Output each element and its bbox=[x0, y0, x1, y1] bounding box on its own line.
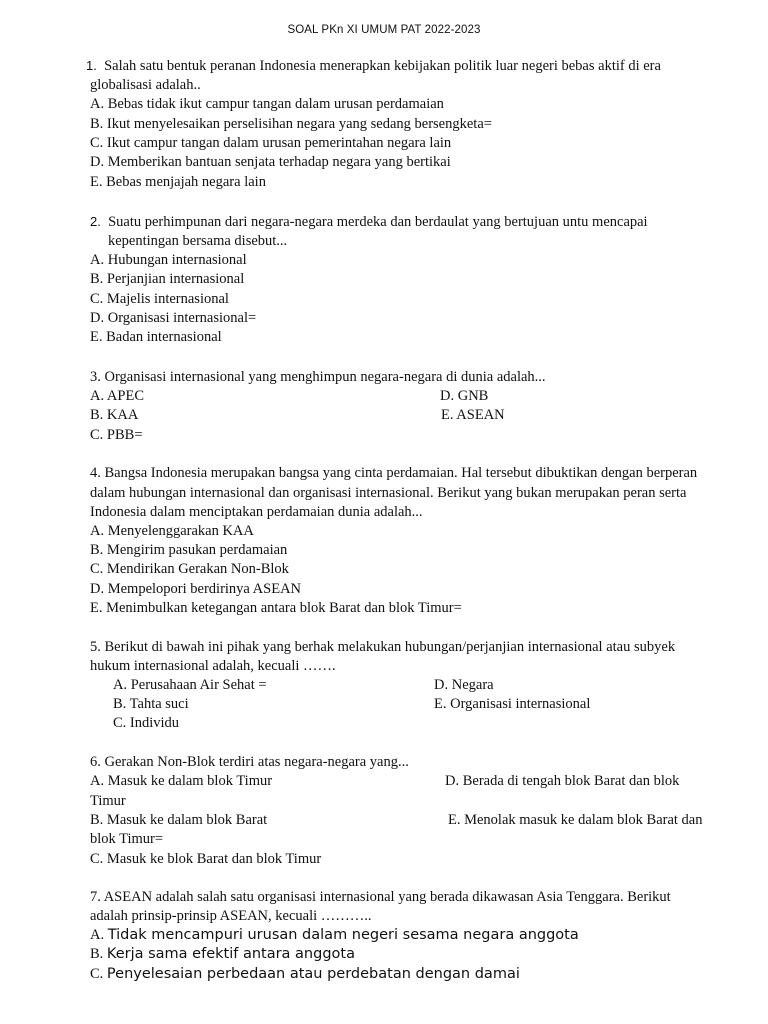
question-4-text-cont-1: dalam hubungan internasional dan organisasi internasional. Berikut yang bukan merupakan peran serta bbox=[90, 485, 687, 501]
question-2-option-e: E. Badan internasional bbox=[90, 329, 222, 345]
question-6-option-c: C. Masuk ke blok Barat dan blok Timur bbox=[90, 851, 322, 867]
question-7-option-b: B. Kerja sama efektif antara anggota bbox=[90, 946, 355, 962]
question-4-option-c: C. Mendirikan Gerakan Non-Blok bbox=[90, 561, 289, 577]
question-6-option-b: B. Masuk ke dalam blok Barat bbox=[90, 812, 268, 828]
question-5-option-d: D. Negara bbox=[434, 677, 494, 693]
question-5-text-cont: hukum internasional adalah, kecuali ……. bbox=[90, 658, 336, 674]
question-5-option-c: C. Individu bbox=[113, 715, 180, 731]
question-3-option-a: A. APEC bbox=[90, 388, 144, 404]
question-2-option-a: A. Hubungan internasional bbox=[90, 252, 247, 268]
question-7-text-cont: adalah prinsip-prinsip ASEAN, kecuali ……….. bbox=[90, 908, 372, 924]
question-2-option-b: B. Perjanjian internasional bbox=[90, 271, 245, 287]
question-1-option-d: D. Memberikan bantuan senjata terhadap negara yang bertikai bbox=[90, 154, 451, 170]
question-3-option-c: C. PBB= bbox=[90, 427, 143, 443]
question-4-text: 4. Bangsa Indonesia merupakan bangsa yang cinta perdamaian. Hal tersebut dibuktikan dengan berperan bbox=[90, 465, 698, 481]
document-title: SOAL PKn XI UMUM PAT 2022-2023 bbox=[287, 24, 481, 36]
question-6-option-d: D. Berada di tengah blok Barat dan blok bbox=[445, 773, 680, 789]
question-1-text: 1. Salah satu bentuk peranan Indonesia menerapkan kebijakan politik luar negeri bebas aktif di era bbox=[86, 58, 661, 74]
question-3-option-e: E. ASEAN bbox=[441, 407, 505, 423]
question-2-number: 2. bbox=[90, 214, 101, 229]
question-7-text: 7. ASEAN adalah salah satu organisasi internasional yang berada dikawasan Asia Tenggara. Berikut bbox=[90, 889, 671, 905]
question-5-text: 5. Berikut di bawah ini pihak yang berhak melakukan hubungan/perjanjian internasional atau subyek bbox=[90, 639, 676, 655]
question-4-option-e: E. Menimbulkan ketegangan antara blok Barat dan blok Timur= bbox=[90, 600, 462, 616]
question-3-option-d: D. GNB bbox=[440, 388, 489, 404]
question-7-option-c: C. Penyelesaian perbedaan atau perdebatan dengan damai bbox=[90, 966, 520, 982]
question-4-option-a: A. Menyelenggarakan KAA bbox=[90, 523, 254, 539]
question-2-option-d: D. Organisasi internasional= bbox=[90, 310, 257, 326]
question-6-option-e-cont: blok Timur= bbox=[90, 831, 164, 847]
question-2-option-c: C. Majelis internasional bbox=[90, 291, 229, 307]
question-6-option-d-cont: Timur bbox=[90, 793, 126, 809]
question-4-option-b: B. Mengirim pasukan perdamaian bbox=[90, 542, 288, 558]
question-6-text: 6. Gerakan Non-Blok terdiri atas negara-negara yang... bbox=[90, 754, 409, 770]
question-7-option-a: A. Tidak mencampuri urusan dalam negeri sesama negara anggota bbox=[90, 927, 579, 943]
question-3-option-b: B. KAA bbox=[90, 407, 139, 423]
question-5-option-e: E. Organisasi internasional bbox=[434, 696, 591, 712]
question-5-option-b: B. Tahta suci bbox=[113, 696, 189, 712]
question-5-option-a: A. Perusahaan Air Sehat = bbox=[113, 677, 267, 693]
question-6-option-e: E. Menolak masuk ke dalam blok Barat dan bbox=[448, 812, 703, 828]
question-1-number: 1. bbox=[86, 58, 97, 73]
question-3-text: 3. Organisasi internasional yang menghimpun negara-negara di dunia adalah... bbox=[90, 369, 546, 385]
question-1-option-c: C. Ikut campur tangan dalam urusan pemerintahan negara lain bbox=[90, 135, 452, 151]
question-2-text-cont: kepentingan bersama disebut... bbox=[108, 233, 288, 249]
question-4-option-d: D. Mempelopori berdirinya ASEAN bbox=[90, 581, 302, 597]
question-1-option-b: B. Ikut menyelesaikan perselisihan negara yang sedang bersengketa= bbox=[90, 116, 492, 132]
question-1-option-a: A. Bebas tidak ikut campur tangan dalam urusan perdamaian bbox=[90, 96, 444, 112]
question-6-option-a: A. Masuk ke dalam blok Timur bbox=[90, 773, 273, 789]
question-2-text: 2. Suatu perhimpunan dari negara-negara merdeka dan berdaulat yang bertujuan untu mencapai bbox=[90, 214, 648, 230]
question-4-text-cont-2: Indonesia dalam menciptakan perdamaian dunia adalah... bbox=[90, 504, 423, 520]
question-1-option-e: E. Bebas menjajah negara lain bbox=[90, 174, 266, 190]
question-1-text-cont: globalisasi adalah.. bbox=[90, 77, 201, 93]
